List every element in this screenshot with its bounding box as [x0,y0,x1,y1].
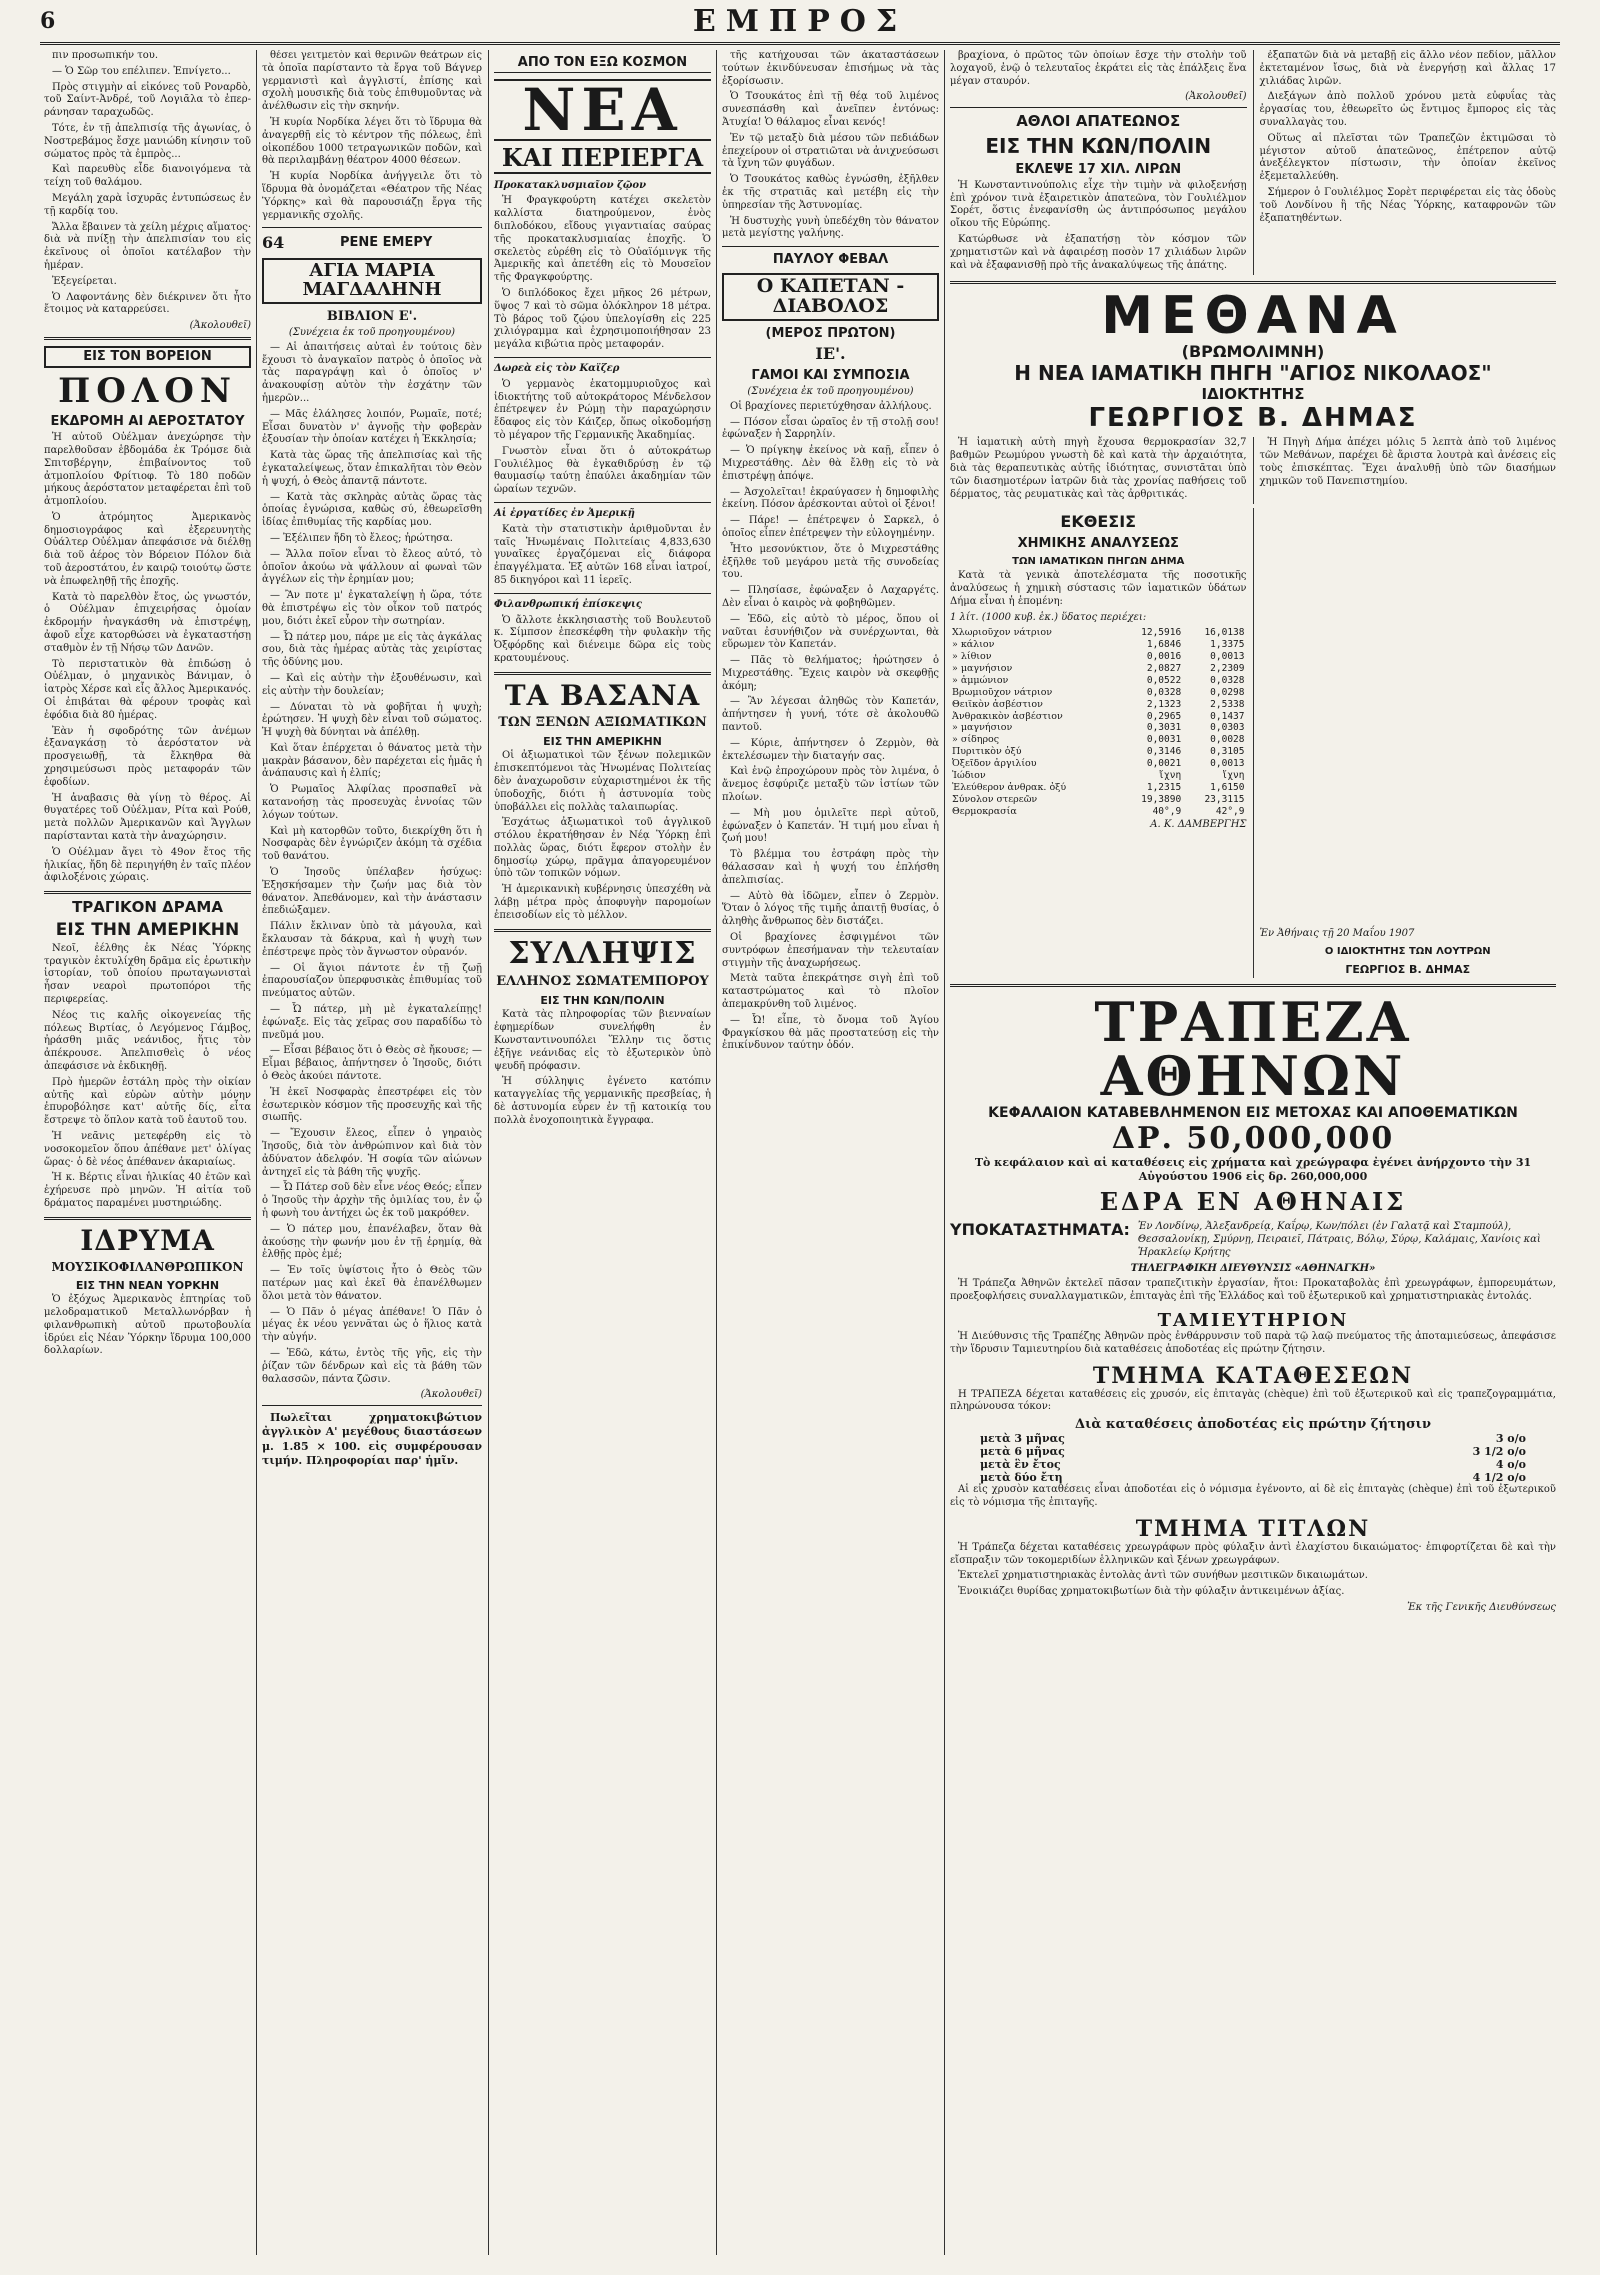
paragraph: — Ὁ Σῶρ του επέλιπεν. Ἐπνίγετο... [52,65,231,77]
analysis-substance: Θερμοκρασία [952,805,1017,817]
analysis-value: 1,2315 [1146,781,1182,793]
paragraph: πιν προσωπικήν του. [52,50,159,61]
headline-music-philanthropic: ΜΟΥΣΙΚΟΦΙΛΑΝΘΡΩΠΙΚΟΝ [51,1260,244,1275]
continued-note: (Ἀκολουθεῖ) [420,1389,482,1401]
analysis-value: 0,3146 [1146,746,1182,758]
bank-seat: ΕΔΡΑ ΕΝ ΑΘΗΝΑΙΣ [1099,1187,1407,1217]
paragraph: Ἡ Πηγὴ Δήμα ἀπέχει μόλις 5 λεπτὰ ἀπὸ τοῦ λιμένος τῶν Μεθάνων, παρέχει δὲ ἄριστα λουτρὰ καὶ ἀνέσεις εἰς τοὺς ἐπισκέπτας. Ἔχει ἀναλυθῇ ὑπὸ τῶν διασήμων χημικῶν τοῦ Πανεπιστημίου. [1259,437,1556,487]
paragraph: Ὁ ἄλλοτε ἐκκλησιαστὴς τοῦ Βουλευτοῦ κ. Σίμπσον ἐπεσκέφθη τὴν φυλακὴν τῆς Ὀξφόρδης καὶ διένειμε δῶρα εἰς τοὺς κρατουμένους. [494,614,711,664]
headline-idryma: ΙΔΡΥΜΑ [80,1223,215,1257]
analysis-row [950,699,1247,711]
paragraph: Καὶ παρευθὺς εἶδε διανοιγόμενα τὰ τείχη τοῦ θαλάμου. [44,164,251,189]
rate-term: μετὰ ἓν ἔτος [980,1458,1061,1472]
divider [494,502,711,503]
paragraph: Ἡ ἐκεῖ Νοσφαρὰς ἐπεστρέφει εἰς τὸν ἐσωτερικὸν κόσμον τῆς προσευχῆς καὶ τῆς σιωπῆς. [262,1086,482,1124]
column-divider [944,50,945,2255]
paragraph: — Πᾶς τὸ θελήματος; ἠρώτησεν ὁ Μιχρεστάθης. Ἔχεις καιρὸν νὰ σκεφθῇς ἀκόμη; [722,655,939,692]
paragraph: Οἱ ἀξιωματικοὶ τῶν ξένων πολεμικῶν ἐπισκεπτόμενοι τὰς Ἡνωμένας Πολιτείας δὲν ἀναχωροῦσιν εὐχαριστημένοι ἐκ τῆς ὑποδοχῆς, διότι ἡ ἀστυνομία τοὺς ὑποβάλλει εἰς πολλὰς ταλαιπωρίας. [494,750,711,813]
paragraph: — Πλησίασε, ἐφώναξεν ὁ Λαχαργέτς. Δὲν εἶναι ὁ καιρὸς νὰ φοβηθῶμεν. [722,585,939,609]
analysis-row [950,711,1247,723]
paragraph: Καὶ ὅταν ἐπέρχεται ὁ θάνατος μετὰ τὴν μακρὰν βάσανον, δὲν παρέχεται εἰς ἡμᾶς ἡ ἀνάπαυσις καὶ ἡ ἐλπίς; [262,742,482,780]
analysis-substance: Ἀνθρακικὸν ἀσβέστιον [952,710,1063,722]
paragraph: — Ἐδῶ, εἰς αὐτὸ τὸ μέρος, ὅπου οἱ ναῦται ἐσυνήθιζον νὰ συνέρχωνται, θὰ εὕρωμεν τὸν Καπετάν. [722,613,939,651]
divider [44,891,251,894]
serial-author: ΠΑΥΛΟΥ ΦΕΒΑΛ [772,252,889,268]
paragraph: Ὁ Ἰησοῦς ὑπέλαβεν ἡσύχως: Ἐξησκήσαμεν τὴν ζωήν μας διὰ τὸν θάνατον. Ἀπεθάνομεν, καὶ τὴν ἀνάστασιν ἐπεδιώξαμεν. [262,867,482,917]
paragraph: — Ἐξέλιπεν ἤδη τὸ ἔλεος; ἠρώτησα. [270,532,453,544]
bank-branches [950,1220,1556,1259]
masthead: ΕΜΠΡΟΣ [692,4,908,39]
paragraph: Ἐκτελεῖ χρηματιστηριακὰς ἐντολὰς ἀντὶ τῶν συνήθων μεσιτικῶν δικαιωμάτων. [958,1570,1368,1582]
chapter-number: ΙΕ'. [815,344,846,364]
analysis-value: 23,3115 [1204,793,1245,805]
right-half [1260,437,1557,504]
paragraph: — Ὁ Πᾶν ὁ μέγας ἀπέθανε! Ὁ Πᾶν ὁ μέγας ἐκ νέου γεννᾶται ὡς ὁ ἥλιος κατὰ τὴν αὐγήν. [262,1306,482,1344]
analysis-value: 0,0028 [1210,734,1245,746]
paragraph: — Εἶσαι βέβαιος ὅτι ὁ Θεὸς σὲ ἤκουσε; — Εἶμαι βέβαιος, ἀπήντησεν ὁ Ἰησοῦς, διότι ὁ Θεὸς ἀκούει πάντοτε. [262,1045,482,1083]
analysis-row [950,627,1247,639]
bank-deposits-note: Τὸ κεφάλαιον καὶ αἱ καταθέσεις εἰς χρήματα καὶ χρεώγραφα ἐγένει ἀνήρχοντο τὴν 31 Αὐγούστου 1906 εἰς δρ. 260,000,000 [974,1156,1532,1184]
paragraph: — Ὦ Πάτερ σοῦ δὲν εἶνε νέος Θεός; εἶπεν ὁ Ἰησοῦς τὴν ἀρχὴν τῆς ὁμιλίας του, ἐν ᾧ ἡ φωνὴ του ἀντήχει ὡς ἐκ τοῦ μακρόθεν. [262,1182,482,1219]
analysis-value: 1,3375 [1210,639,1245,651]
analysis-row [950,794,1247,806]
paragraph: Κατὰ τὰς ὥρας τῆς ἀπελπισίας καὶ τῆς ἐγκαταλείψεως, ὅταν ἐπικαλῆται τὸν Θεὸν ἡ ψυχή, ὁ Θεὸς ἀπαντᾷ πάντοτε. [262,450,482,487]
analysis-value: 2,5338 [1210,698,1245,710]
paragraph: Ἡ Κωνσταντινούπολις εἶχε τὴν τιμὴν νὰ φιλοξενήσῃ ἐπὶ χρόνον τινὰ ἐξαιρετικὸν ἀπατεῶνα, τὸν Γουλιέλμον Σορέτ, ὅστις ἐνεφανίσθη ὡς ἀντιπρόσωπος μεγάλου οἴκου τῆς Εὐρώπης. [950,179,1247,230]
paragraph: Ἐὰν ἡ σφοδρότης τῶν ἀνέμων ἐξαναγκάσῃ τὸ ἀερόστατον νὰ προσγειωθῇ, τὰ ἔλκηθρα θὰ χρησιμεύσωσι πρὸς μεταφοράν τῶν ἐφοδίων. [44,725,251,788]
analysis-block [950,508,1247,978]
paragraph: — Ἔχουσιν ἔλεος, εἶπεν ὁ γηραιὸς Ἰησοῦς, διὰ τὸν ἀνθρώπινον καὶ διὰ τὸν ἀδύνατον ἀδελφόν. Ἡ σοφία τῶν αἰώνων ἀντηχεῖ εἰς τὰ βάθη τῆς ψυχῆς. [262,1128,482,1178]
paragraph: Κατὰ τὴν στατιστικὴν ἀριθμοῦνται ἐν ταῖς Ἡνωμέναις Πολιτείαις 4,833,630 γυναῖκες ἐργαζόμεναι εἰς διάφορα ἐπαγγέλματα. Ἐξ αὐτῶν 168 εἶναι ἰατροί, 85 δικηγόροι καὶ 11 ἱερεῖς. [494,523,711,586]
analysis-split [950,508,1556,978]
paragraph: Ἡ κυρία Νορδίκα λέγει ὅτι τὸ ἵδρυμα θὰ ἀναγερθῇ εἰς τὸ κέντρον τῆς πόλεως, ἐπὶ οἰκοπέδου 1000 τετραγωνικῶν ποδῶν, καὶ θὰ περιλαμβάνῃ θέατρον 4000 θέσεων. [262,116,482,167]
subhead: Δωρεὰ εἰς τὸν Καϊζερ [494,363,620,374]
headline-in-america: ΕΙΣ ΤΗΝ ΑΜΕΡΙΚΗΝ [543,734,662,748]
rate-term: μετὰ 3 μῆνας [980,1432,1065,1446]
paragraph: Πρὸς στιγμὴν αἱ εἰκόνες τοῦ Ροναρδὸ, τοῦ Σαίντ-Ἀνδρέ, τοῦ Λογιᾶλα τὸ ἐπερ- ράνησαν ταραχωδῶς. [44,81,251,119]
analysis-table [950,627,1247,817]
paragraph: Αἱ εἰς χρυσὸν καταθέσεις εἶναι ἀποδοτέαι εἰς ὁ νόμισμα ἐγένοντο, αἱ δὲ εἰς ἐπιταγὰς (chèque) ἐπὶ τοῦ ἐξωτερικοῦ εἰς τὸ νόμισμα τῆς ἐπιταγῆς. [950,1484,1556,1508]
analysis-substance: Χλωριοῦχον νάτριον [952,627,1052,639]
analysis-table-body [950,627,1247,817]
paragraph: Ἡ Τράπεζα δέχεται καταθέσεις χρεωγράφων πρὸς φύλαξιν ἀντὶ ἐλαχίστου δικαιώματος· ἐπιφορτίζεται δὲ καὶ τὴν εἴσπραξιν τῶν τοκομεριδίων ἑλληνικῶν καὶ ξένων χρεωγράφων. [950,1541,1556,1566]
classified-ad-safe: Πωλεῖται χρηματοκιβώτιον ἀγγλικὸν Α' μεγέθους διαστάσεων μ. 1.85 × 100. εἰς συμφέρουσαν τιμήν. Πληροφορίαι παρ' ἡμῖν. [262,1411,482,1467]
headline-greek-trafficker: ΕΛΛΗΝΟΣ ΣΩΜΑΤΕΜΠΟΡΟΥ [496,974,709,990]
paragraph: — Ἂν λέγεσαι ἀληθῶς τὸν Καπετάν, ἀπήντησεν ἡ γυνή, τότε σὲ ἀκολουθῶ παντοῦ. [722,696,939,734]
rate-term: μετὰ δύο ἔτη [980,1471,1063,1485]
paragraph: Πάλιν ἔκλιναν ὑπὸ τὰ μάγουλα, καὶ ἔκλαυσαν τὰ δάκρυα, καὶ ἡ ψυχὴ των ἐπέστρεψε πρὸς τὸν ἄγνωστον οὐρανόν. [262,921,482,958]
paragraph: Ἦτο μεσονύκτιον, ὅτε ὁ Μιχρεστάθης ἐξῆλθε τοῦ μεγάρου μετὰ τῆς συνοδείας του. [722,543,939,581]
rate-term: μετὰ 6 μῆνας [980,1445,1065,1459]
paragraph: Ὁ Οὐέλμαν ἄγει τὸ 49ον ἔτος τῆς ἡλικίας, ἤδη δὲ περιηγήθη ἐν ταῖς πλέον ἀφιλοξένοις χώραις. [44,846,251,884]
paragraph: Ἐσχάτως ἀξιωματικοὶ τοῦ ἀγγλικοῦ στόλου ἐκρατήθησαν ἐν Νέᾳ Ὑόρκῃ ἐπὶ πολλὰς ὥρας, διότι ἔφερον στολὴν ἐν δημοσίῳ χώρῳ, πρᾶγμα ἀπαγορευμένον ὑπὸ τῶν τοπικῶν νόμων. [494,817,711,880]
paragraph: — Κατὰ τὰς σκληρὰς αὐτὰς ὥρας τὰς ὁποίας ἐγνώρισα, καθὼς σύ, ἐθεωρεῖσθη ἰδίας ἐπιθυμίας τῆς καρδίας μου. [262,491,482,529]
paragraph: Ἡ ἀμερικανικὴ κυβέρνησις ὑπεσχέθη νὰ λάβῃ μέτρα πρὸς ἀποφυγὴν παρομοίων ἐπεισοδίων εἰς τὸ μέλλον. [494,884,711,921]
subhead: Αἱ ἐργατίδες ἐν Ἀμερικῇ [494,507,635,519]
analysis-value: 19,3890 [1141,793,1182,805]
inner-divider [1253,508,1254,978]
paragraph: Ὁ Ρωμαῖος Ἀλφίλας προσπαθεῖ νὰ κατανοήσῃ τὰς προσευχὰς ἐννοίας τῶν λόγων τούτων. [262,784,482,821]
column-2 [258,50,486,2255]
paragraph: — Ἐδῶ, κάτω, ἐντὸς τῆς γῆς, εἰς τὴν ῥίζαν τῶν δένδρων καὶ εἰς τὰ βάθη τῶν θαλασσῶν, πάντα ζῶσιν. [262,1347,482,1385]
analysis-value: 42°,9 [1215,805,1245,817]
branches-label: ΥΠΟΚΑΤΑΣΤΗΜΑΤΑ: [950,1220,1130,1240]
paragraph: — Ὦ! εἶπε, τὸ ὄνομα τοῦ Ἁγίου Φραγκίσκου θὰ μᾶς προστατεύσῃ εἰς τὴν ἐπικίνδυνον ταύτην ὁδόν. [722,1014,939,1052]
paragraph: — Καὶ εἰς αὐτὴν τὴν ἐξουθένωσιν, καὶ εἰς αὐτὴν τὴν δουλείαν; [262,672,482,697]
right-half [1260,50,1557,275]
serial-author: ΡΕΝΕ ΕΜΕΡΥ [339,235,433,251]
column-3 [490,50,715,2255]
column-divider [488,50,489,2255]
analysis-source: ΤΩΝ ΙΑΜΑΤΙΚΩΝ ΠΗΓΩΝ ΔΗΜΑ [1012,555,1185,567]
serial-part: (ΜΕΡΟΣ ΠΡΩΤΟΝ) [765,325,896,341]
headline-balloon-expedition: ΕΚΔΡΟΜΗ ΑΙ ΑΕΡΟΣΤΑΤΟΥ [50,414,245,430]
headline-tragic-drama: ΤΡΑΓΙΚΟΝ ΔΡΑΜΑ [72,898,223,917]
continuation-note: (Συνέχεια ἐκ τοῦ προηγουμένου) [747,385,914,397]
divider [262,227,482,228]
paragraph: Κατὰ τὸ παρελθὸν ἔτος, ὡς γνωστόν, ὁ Οὐέλμαν ἐπιχειρήσας ὁμοίαν ἐκδρομήν ἠναγκάσθη νὰ ἐπιστρέψῃ, ἀφοῦ εἶχε κατορθώσει νὰ ἐγκαταστήσῃ σταθμὸν ἐν τῇ Νήσῳ τῶν Δανῶν. [44,591,251,654]
paragraph: Ἐν τῷ μεταξὺ διὰ μέσου τῶν πεδιάδων ἐπεχείρουν οἱ στρατιῶται νὰ ἀνιχνεύσωσι τὰ ἴχνη τῶν φυγάδων. [722,132,939,170]
masthead-rule [40,42,1560,45]
analysis-value: 0,1437 [1210,710,1245,722]
analysis-substance: Ἰώδιον [952,769,986,781]
ad-methana-spring: Η ΝΕΑ ΙΑΜΑΤΙΚΗ ΠΗΓΗ "ΑΓΙΟΣ ΝΙΚΟΛΑΟΣ" [1014,361,1492,386]
paragraph: Γνωστὸν εἶναι ὅτι ὁ αὐτοκράτωρ Γουλιέλμος θὰ ἐγκαθιδρύσῃ ἐν τῷ θαυμασίῳ ταύτῃ ἐπαύλει ἀκαδημίαν τῶν ὡραίων τεχνῶν. [494,445,711,496]
analysis-row [950,806,1247,818]
headline-polon: ΠΟΛΟΝ [58,370,237,411]
paragraph: — Ὦ πάτερ, μὴ μὲ ἐγκαταλείπῃς! ἐφώναξε. Εἰς τὰς χεῖρας σου παραδίδω τὸ πνεῦμά μου. [262,1004,482,1041]
serial-header [262,233,482,252]
bank-deposits-title: ΤΜΗΜΑ ΚΑΤΑΘΕΣΕΩΝ [1092,1362,1414,1389]
bank-titles-title: ΤΜΗΜΑ ΤΙΤΛΩΝ [1135,1515,1371,1542]
branches-list: Ἐν Λονδίνῳ, Ἀλεξανδρείᾳ, Καΐρῳ, Κων/πόλει (ἐν Γαλατᾷ καὶ Σταμπούλ), Θεσσαλονίκῃ, Σμύρνῃ, Πειραιεῖ, Πάτραις, Βόλῳ, Σύρῳ, Καλάμαις, Χανίοις καὶ Ἡρακλείῳ Κρήτης [1137,1221,1541,1259]
analysis-value: 0,0016 [1146,651,1182,663]
paragraph: Οἱ βραχίονες περιετύχθησαν ἀλλήλους. [730,400,932,412]
paragraph: Ὁ διπλόδοκος ἔχει μῆκος 26 μέτρων, ὕψος 7 καὶ τὸ σῶμα ὀλόκληρον 18 μέτρα. Τὸ βάρος τοῦ ζῴου ὑπελογίσθη εἰς 225 χιλιόγραμμα καὶ ἐχρησιμοποιήθησαν 23 μεγάλα κιβώτια πρὸς μεταφοράν. [494,288,711,351]
analysis-value: 0,0328 [1210,674,1245,686]
paragraph: Κατὰ τὰς πληροφορίας τῶν βιενναίων ἐφημερίδων συνελήφθη ἐν Κωνσταντινουπόλει Ἕλλην τις ὅστις ἐξῆγε νεάνιδας εἰς τὸ ἐξωτερικὸν ὑπὸ ψευδῆ πρόφασιν. [494,1009,711,1072]
ad-methana-title: ΜΕΘΑΝΑ [1101,286,1405,347]
headline-in-constantinople: ΕΙΣ ΤΗΝ ΚΩΝ/ΠΟΛΙΝ [985,134,1212,159]
paragraph: Οὕτως αἱ πλεῖσται τῶν Τραπεζῶν ἐκτιμῶσαι τὸ μέγιστον αὐτοῦ ἀπατεῶνος, ἐπέτρεπον αὐτῷ ἀνεξέλεγκτον πίστωσιν, τὴν ὁποίαν ἐκεῖνος ἐξεμεταλλεύθη. [1259,132,1556,183]
left-half [950,50,1247,275]
owner-name: ΓΕΩΡΓΙΟΣ Β. ΔΗΜΑΣ [1345,962,1471,976]
rate-value: 4 ο/ο [1495,1458,1526,1472]
headline-ta-vasana: ΤΑ ΒΑΣΑΝΑ [504,678,701,712]
analysis-value: 2,0827 [1146,663,1182,675]
ad-methana-subtitle: (ΒΡΩΜΟΛΙΜΝΗ) [1181,342,1325,362]
divider [494,672,711,675]
paragraph: βραχίονα, ὁ πρῶτος τῶν ὁποίων ἔσχε τὴν στολὴν τοῦ λοχαγοῦ, ἐνῷ ὁ τελευταῖος ἐκράτει εἰς τὰς ἐπάλξεις ἕνα μέγαν σταυρόν. [950,50,1247,87]
analysis-unit: 1 λίτ. (1000 κυβ. ἑκ.) ὕδατος περιέχει: [950,611,1147,623]
paragraph: — Ὁ πρίγκηψ ἐκείνος νὰ καῇ, εἶπεν ὁ Μιχρεστάθης. Δὲν θὰ ἔλθῃ εἰς τὸ νὰ ἐπιστρέψῃ ἀπόψε. [722,445,939,482]
paragraph: τῆς κατήχουσαι τῶν ἀκαταστάσεων τούτων ἐκινδύνευσαν ἐπισήμως νὰ τὰς ἐξορίσωσιν. [722,50,939,87]
headline-new-york: ΕΙΣ ΤΗΝ ΝΕΑΝ ΥΟΡΚΗΝ [75,1278,220,1292]
paragraph: — Ἐν τοῖς ὑψίστοις ἦτο ὁ Θεὸς τῶν πατέρων μας καὶ ἐκεῖ θὰ ἐπανέλθωμεν ὅλοι μετὰ τὸν θάνατον. [262,1265,482,1302]
paragraph: — Ἄλλα ποῖον εἶναι τὸ ἔλεος αὐτό, τὸ ὁποῖον ἀκούω νὰ ψάλλουν αἱ φωναὶ τῶν ἀγγέλων εἰς τὴν ἐρημίαν μου; [262,548,482,586]
paragraph: — Πόσον εἶσαι ὡραῖος ἐν τῇ στολῇ σου! ἐφώναξεν ἡ Σαρρηλίν. [722,416,939,441]
analysis-value: 0,0013 [1210,651,1245,663]
analysis-subtitle: ΧΗΜΙΚΗΣ ΑΝΑΛΥΣΕΩΣ [1017,536,1179,552]
analysis-substance: Βρωμιοῦχον νάτριον [952,686,1053,698]
paragraph: Τὸ περιστατικὸν θὰ ἐπιδώσῃ ὁ Οὐέλμαν, ὁ μηχανικὸς Βάνιμαν, ὁ ἰατρὸς Χέρσε καὶ εἷς ἄλλος Ἀμερικανός. Οἱ ἐπιβάται θὰ φέρουν τροφὰς καὶ ἐφόδια διὰ 80 ἡμέρας. [44,658,251,721]
analysis-value: 0,0328 [1146,686,1182,698]
continued-note: (Ἀκολουθεῖ) [1185,91,1247,103]
divider [494,593,711,594]
analysis-value: 0,0298 [1210,686,1245,698]
column-divider [256,50,257,2255]
analysis-substance: Θειϊκὸν ἀσβέστιον [952,698,1043,710]
analysis-substance: » μαγνήσιον [952,722,1013,734]
column-4 [718,50,943,2255]
paragraph: Ἐξεγείρεται. [52,275,117,287]
paragraph: Καὶ ἐνῷ ἐπροχώρουν πρὸς τὸν λιμένα, ὁ ἄνεμος ἐσφύριζε μεταξὺ τῶν ἱστίων τῶν πλοίων. [722,766,939,804]
headline-stole-17k: ΕΚΛΕΨΕ 17 ΧΙΛ. ΛΙΡΩΝ [1015,162,1182,178]
paragraph: Πρὸ ἡμερῶν ἐστάλη πρὸς τὴν οἰκίαν αὐτῆς καὶ εὑρὼν αὐτὴν μόνην ἐπυροβόλησε κατ' αὐτῆς δίς, εἶτα ἔστρεψε τὸ ὅπλον κατὰ τοῦ ἑαυτοῦ του. [44,1076,251,1127]
paragraph: Ἡ ἀναβασις θὰ γίνῃ τὸ θέρος. Αἱ θυγατέρες τοῦ Οὐέλμαν, Ρίτα καὶ Ρούθ, μετὰ πολλῶν Ἀμερικανῶν καὶ Ἄγγλων παρίστανται κατὰ τὴν ἀναχώρησιν. [44,792,251,843]
analysis-value: 2,2309 [1210,663,1245,675]
paragraph: Η ΤΡΑΠΕΖΑ δέχεται καταθέσεις εἰς χρυσόν, εἰς ἐπιταγὰς (chèque) ἐπὶ τοῦ ἐξωτερικοῦ καὶ εἰς τραπεζογραμμάτια, πληρώνουσα τόκον: [950,1388,1556,1413]
analysis-row [950,639,1247,651]
serial-title: ΑΓΙΑ ΜΑΡΙΑ ΜΑΓΔΑΛΗΝΗ [262,258,482,304]
bank-signature: Ἐκ τῆς Γενικῆς Διευθύνσεως [1407,1601,1556,1613]
inner-divider [1253,50,1254,275]
rate-row [950,1432,1556,1445]
analysis-substance: » ἀμμώνιον [952,674,1009,686]
analysis-row [950,758,1247,770]
top-split [950,50,1556,275]
paragraph: — Μᾶς ἐλάλησες λοιπόν, Ρωμαῖε, ποτέ; Εἶσαι δυνατὸν ν' ἀγνοῇς τὴν φοβερὰν ἐξουσίαν τὴν ὁποίαν κατέχει ἡ Ἐκκλησία; [262,408,482,446]
divider [950,281,1556,284]
analysis-substance: Σύνολον στερεῶν [952,793,1038,805]
analysis-row [950,663,1247,675]
paragraph: — Πάρε! — ἐπέτρεψεν ὁ Σαρκελ, ὁ ὁποῖος εἶπεν ἐπέτρεψεν τὴν εὐλογημένην. [722,515,939,539]
rate-row [950,1458,1556,1471]
analysis-substance: Πυριτικὸν ὀξύ [952,746,1022,758]
analysis-value: ἴχνη [1158,769,1182,781]
paragraph: Διεξάγων ἀπὸ πολλοῦ χρόνου μετὰ εὐφυΐας τὰς ἐργασίας του, ἐθεωρεῖτο ὡς ἔντιμος ἔμπορος εἰς τὰς συναλλαγὰς του. [1259,91,1556,128]
analysis-value: 0,2965 [1146,710,1182,722]
ad-methana-owner: ΓΕΩΡΓΙΟΣ Β. ΔΗΜΑΣ [1088,403,1418,434]
column-1 [40,50,255,2255]
analysis-value: 12,5916 [1141,627,1182,639]
bank-rates-list [950,1432,1556,1484]
continued-note: (Ἀκολουθεῖ) [189,320,251,332]
divider [950,984,1556,987]
analysis-substance: Ὀξεῖδον ἀργιλίου [952,758,1037,770]
analysis-value: 0,0013 [1210,758,1245,770]
analysis-row [950,687,1247,699]
paragraph: Καὶ μὴ κατορθῶν τοῦτο, διεκρίχθη ὅτι ἡ Νοσφαρὰς δὲν ἐγνώριζεν ἀκόμη τὰ σχέδια τοῦ θανάτου. [262,825,482,863]
page-number: 6 [40,8,56,34]
paragraph: Ἡ Διεύθυνσις τῆς Τραπέζης Ἀθηνῶν πρὸς ἐνθάρρυνσιν τοῦ παρὰ τῷ λαῷ πνεύματος τῆς ἀποταμιεύσεως, ἀπεφάσισε τὴν ἵδρυσιν Ταμιευτηρίου διὰ καταθέσεις ἀποδοτέας εἰς πρώτην ζήτησιν. [950,1330,1556,1355]
divider [950,107,1247,108]
rate-value: 4 1/2 ο/ο [1472,1471,1526,1485]
paragraph: Ἡ δυστυχὴς γυνὴ ὑπεδέχθη τὸν θάνατον μετὰ μεγίστης γαλήνης. [722,215,939,240]
paragraph: Ἡ ἰαματικὴ αὐτὴ πηγὴ ἔχουσα θερμοκρασίαν 32,7 βαθμῶν Ρεωμύρου γνωστὴ δὲ καὶ κατὰ τὴν ἀρχαιότητα, διὰ τὰς θεραπευτικὰς αὐτῆς ἰδιότητας, συνιστᾶται ὑπὸ τῶν διασημοτέρων ἰατρῶν διὰ τὰς χρονίας παθήσεις τοῦ δέρματος, τὰς ρευματικὰς καὶ τὰς ἀρθριτικάς. [950,437,1247,500]
section-title-nea: ΝΕΑ [494,79,711,141]
analysis-value: 1,6150 [1210,781,1245,793]
analysis-value: 0,0303 [1210,722,1245,734]
rate-row [950,1471,1556,1484]
analysis-row [950,651,1247,663]
headline-in-constantinople: ΕΙΣ ΤΗΝ ΚΩΝ/ΠΟΛΙΝ [540,993,665,1007]
paragraph: Μετὰ ταῦτα ἐπεκράτησε σιγὴ ἐπὶ τοῦ καταστρώματος καὶ τὸ πλοῖον ἀπεμακρύνθη τοῦ λιμένος. [722,973,939,1011]
headline-syllipsis: ΣΥΛΛΗΨΙΣ [508,935,697,971]
paragraph: Ὁ Λαφοντάνης δὲν διέκρινεν ὅτι ἦτο ἔτοιμος νὰ καταρρεύσει. [44,291,251,316]
paragraph: θέσει γειτμετὸν καὶ θερινῶν θεάτρων εἰς τὰ ὁποῖα παρίσταντο τὰ ἔργα τοῦ Βάγνερ γερμανιστὶ καὶ ἀγγλιστί, ἐπίσης καὶ σχολὴ μουσικῆς διὰ τοὺς ἐπιθυμοῦντας νὰ ἀνέλθωσιν εἰς τὴν σκηνήν. [262,50,482,113]
paragraph: Ἡ σύλληψις ἐγένετο κατόπιν καταγγελίας τῆς γερμανικῆς πρεσβείας, ἡ δὲ ἀστυνομία εὗρεν ἐν τῇ κατοικίᾳ του πολλὰ ἐνοχοποιητικὰ ἔγγραφα. [494,1076,711,1126]
paragraph: Σήμερον ὁ Γουλιέλμος Σορὲτ περιφέρεται εἰς τὰς ὁδοὺς τοῦ Λονδίνου ἢ τῆς Νέας Ὑόρκης, καταφρονῶν τῶν ἐξαπατηθέντων. [1259,186,1556,224]
paragraph: Τότε, ἐν τῇ ἀπελπισίᾳ τῆς ἀγωνίας, ὁ Νοστρεβάμος ἔσχε μανιώδη κίνησιν τοῦ σώματος πρὸς τὰ ἐμπρὸς... [44,122,251,160]
analysis-value: 0,0021 [1146,758,1182,770]
serial-number: 64 [262,233,285,253]
paragraph: — Ὦ πάτερ μου, πάρε με εἰς τὰς ἀγκάλας σου, διὰ τὰς ἡμέρας αὐτὰς τὰς χειρίστας τῆς ὀδύνης μου. [262,631,482,669]
paragraph: Ἄλλα ἔβαινεν τὰ χείλη μέχρις αἵματος· διὰ νὰ πνίξῃ τὴν ἀπελπισίαν του εἰς ἐκεῖνους οἱ ὁποῖοι κατέλαβον τὴν ἡμέραν. [44,221,251,271]
analysis-row [950,675,1247,687]
rate-value: 3 1/2 ο/ο [1472,1445,1526,1459]
analysis-title: ΕΚΘΕΣΙΣ [1060,512,1137,532]
divider [494,357,711,358]
paragraph: Ἡ νεᾶνις μετεφέρθη εἰς τὸ νοσοκομεῖον ὅπου ἀπέθανε μετ' ὀλίγας ὥρας· ὁ δὲ νέος ἀπέθανεν ἀκαριαίως. [44,1130,251,1168]
paragraph: Ἡ αὐτοῦ Οὐέλμαν ἀνεχώρησε τὴν παρελθοῦσαν ἑβδομάδα ἐκ Τρόμσε διὰ Σπιτσβέργην, ἐπιβαίνοντος τοῦ ἀτμοπλοίου Φρίτιοφ. Τὸ 180 ποδῶν μήκους ἀερόστατον μεταφέρεται ἐπὶ τοῦ ἀτμοπλοίου. [44,432,251,508]
paragraph: — Μὴ μου ὁμιλεῖτε περὶ αὐτοῦ, ἐφώναξεν ὁ Καπετάν. Ἡ τιμή μου εἶναι ἡ ζωή μου! [722,807,939,845]
analysis-row [950,782,1247,794]
analysis-value: 0,3105 [1210,746,1245,758]
paragraph: Νεοῖ, ἐέλθης ἐκ Νέας Ὑόρκης τραγικὸν ἐκτυλίχθη δρᾶμα εἰς ἐρωτικὴν ἱστορίαν, τοῦ ὁποίου πρωταγωνισταὶ ἦσαν νεαροὶ πρωτοπόροι τῆς περιφερείας. [44,942,251,1005]
analysis-value: 0,0031 [1146,734,1182,746]
paragraph: — Αὐτὸ θὰ ἰδῶμεν, εἶπεν ὁ Ζερμὸν. Ὅταν ὁ λόγος τῆς τιμῆς ἀπαιτῇ θυσίας, ὁ ἀληθὴς ἄνθρωπος δὲν διστάζει. [722,890,939,928]
analysis-value: 16,0138 [1204,627,1245,639]
left-half [950,437,1247,504]
paragraph: Νέος τις καλῆς οἰκογενείας τῆς πόλεως Βιρτίας, ὁ Λεγόμενος Γάμβος, ἠράσθη μιᾶς νεάνιδος, ἥτις τὸν ἀπέκρουσε. Ἀπελπισθεὶς ὁ νέος ἀπεφάσισε νὰ ἐκδικηθῇ. [44,1009,251,1072]
paragraph: Ἡ κυρία Νορδίκα ἀνήγγειλε ὅτι τὸ ἵδρυμα θὰ ὀνομάζεται «Θέατρον τῆς Νέας Ὑόρκης» καὶ θὰ παρουσιάζῃ ἔργα τῆς γερμανικῆς σχολῆς. [262,171,482,221]
divider [494,929,711,932]
analysis-value: ἴχνη [1221,769,1245,781]
paragraph: Ἐνοικιάζει θυρίδας χρηματοκιβωτίων διὰ τὴν φύλαξιν ἀντικειμένων ἀξίας. [958,1586,1345,1598]
paragraph: Ἡ Τράπεζα Ἀθηνῶν ἐκτελεῖ πᾶσαν τραπεζιτικὴν ἐργασίαν, ἤτοι: Προκαταβολὰς ἐπὶ χρεωγράφων, ἐμπορευμάτων, προεξοφλήσεις συναλλαγματικῶν, ἐπιταγὰς ἐπὶ τῆς Ἑλλάδος καὶ τοῦ ἐξωτερικοῦ καὶ χρηματιστηριακὰς ἐντολάς. [950,1278,1556,1303]
paragraph: Ὁ Τσουκάτος ἐπὶ τῇ θέᾳ τοῦ λιμένος συνεσπάσθη καὶ ἀνεῖπεν ἐντόνως: Ἀτυχία! Ὁ θάλαμος εἶναι κενός! [722,91,939,128]
date-line: Ἐν Ἀθήναις τῇ 20 Μαΐου 1907 [1259,928,1415,940]
paragraph: — Κύριε, ἀπήντησεν ὁ Ζερμὸν, θὰ ἐκτελέσωμεν τὴν διαταγήν σας. [722,737,939,762]
paragraph: Ὁ γερμανὸς ἑκατομμυριοῦχος καὶ ἰδιοκτήτης τοῦ αὐτοκράτορος Μένδελσον ἐπέτρεψεν ἐν Ρώμῃ τὴν παραχώρησιν ἔδαφος εἰς τὸν Κάιζερ, ὅπως οἰκοδομήσῃ τὸ μέγαρον τῆς Γερμανικῆς Ἀκαδημίας. [494,378,711,441]
headline-north-pole-kicker: ΕΙΣ ΤΟΝ ΒΟΡΕΙΟΝ [44,346,251,368]
paragraph: — Ἀσχολεῖται! ἐκραύγασεν ἡ δημοφιλὴς ἐκείνη. Πόσον ἀρέσκονται αὐτοὶ οἱ ξένοι! [722,486,939,511]
analysis-value: 2,1323 [1146,698,1182,710]
owner-label: Ο ΙΔΙΟΚΤΗΤΗΣ ΤΩΝ ΛΟΥΤΡΩΝ [1324,946,1491,958]
subhead: Προκατακλυσμιαῖον ζῷον [494,179,647,191]
rate-value: 3 ο/ο [1495,1432,1526,1446]
paragraph: Τὸ βλέμμα του ἐστράφη πρὸς τὴν θάλασσαν καὶ ἡ ψυχή του ἐπλήσθη ἀπελπισίας. [722,849,939,886]
analysis-value: 0,3031 [1146,722,1182,734]
bank-capital-label: ΚΕΦΑΛΑΙΟΝ ΚΑΤΑΒΕΒΛΗΜΕΝΟΝ ΕΙΣ ΜΕΤΟΧΑΣ ΚΑΙ ΑΠΟΘΕΜΑΤΙΚΩΝ [988,1105,1518,1122]
analysis-row [950,722,1247,734]
headline-in-america: ΕΙΣ ΤΗΝ ΑΜΕΡΙΚΗΝ [55,919,240,940]
paragraph: ἐξαπατῶν διὰ νὰ μεταβῇ εἰς ἄλλο νέον πεδίον, μᾶλλον ἐκτεταμένον ἴσως, διὰ νὰ ἐνεργήσῃ καὶ ἄλλας 17 χιλιάδας λιρῶν. [1259,50,1556,87]
chapter-title: ΓΑΜΟΙ ΚΑΙ ΣΥΜΠΟΣΙΑ [751,368,910,384]
bank-telegraph: ΤΗΛΕΓΡΑΦΙΚΗ ΔΙΕΥΘΥΝΣΙΣ «ΑΘΗΝΑΓΚΗ» [1130,1263,1376,1275]
paragraph: Ἡ Φραγκφούρτη κατέχει σκελετὸν καλλίστα διατηρούμενον, ἑνὸς διπλοδόκου, εἴδους γιγαντιαίας σαύρας τῆς προκατακλυσμιαίας ἐποχῆς. Ὁ σκελετὸς εὑρέθη εἰς τὸ Οὐαϊόμινγκ τῆς Ἀμερικῆς καὶ ἀπετέθη εἰς τὸ Μουσεῖον τῆς Φραγκφούρτης. [494,195,711,284]
analysis-value: 1,6846 [1146,639,1182,651]
column-divider [716,50,717,2255]
bank-savings-title: ΤΑΜΙΕΥΤΗΡΙΟΝ [1157,1309,1349,1331]
analysis-row [950,734,1247,746]
bank-capital-amount: ΔΡ. 50,000,000 [1111,1121,1395,1157]
paragraph: — Αἱ ἀπαιτήσεις αὐταὶ ἐν τούτοις δὲν ἔχουσι τὸ ἀναγκαῖον πατρὸς ὁ ὁποῖος νὰ τὰς παραγράψῃ καὶ ὁ ὁποῖος ν' ἀνακουφίσῃ αὐτὸν τὴν ἐσχάτην τῶν ἡμερῶν... [262,341,482,404]
paragraph: Κατώρθωσε νὰ ἐξαπατήσῃ τὸν κόσμον τῶν χρηματιστῶν καὶ νὰ ἀφαιρέσῃ ποσὸν 17 χιλιάδων λιρῶν καὶ νὰ ἐξαφανισθῇ πρὸ τῆς ἀνακαλύψεως τῆς ἀπάτης. [950,233,1247,271]
paragraph: Ὁ ἀτρόμητος Ἀμερικανὸς δημοσιογράφος καὶ ἐξερευνητὴς Οὐάλτερ Οὐέλμαν ἀπεφάσισε νὰ διέλθῃ διὰ τοῦ ἀέρος τὸν Βόρειον Πόλον διὰ τοῦ ἀεροστάτου, ἐν καιρῷ τοιούτῳ ὥστε νὰ ἐπωφεληθῇ τῆς ἐποχῆς. [44,511,251,587]
analysis-substance: » σίδηρος [952,734,1000,746]
paragraph: — Ἂν ποτε μ' ἐγκαταλείψῃ ἡ ὥρα, τότε θὰ ἐπιστρέψω εἰς τὸν οἶκον τοῦ πατρός μου, διότι ἐκεῖ εὗρον τὴν σωτηρίαν. [262,590,482,627]
subhead: Φιλανθρωπική ἐπίσκεψις [494,598,642,610]
ad-methana-owner-label: ΙΔΙΟΚΤΗΤΗΣ [1201,385,1305,404]
analysis-substance: » μαγνήσιον [952,663,1013,675]
analysis-substance: » λίθιον [952,651,992,663]
section-title-kai-periergra: ΚΑΙ ΠΕΡΙΕΡΓΑ [494,143,711,174]
divider [262,1405,482,1406]
bank-title: ΤΡΑΠΕΖΑ ΑΘΗΝΩΝ [1094,990,1412,1109]
continuation-note: (Συνέχεια ἐκ τοῦ προηγουμένου) [288,326,456,338]
analysis-row [950,746,1247,758]
bank-rates-heading: Διὰ καταθέσεις ἀποδοτέας εἰς πρώτην ζήτησιν [1075,1417,1431,1433]
paragraph: Ὁ Τσουκάτος καθὼς ἐγνώσθη, ἐξῆλθεν ἐκ τῆς στρατιᾶς καὶ μετέβη εἰς τὴν ὑπηρεσίαν τῆς Ἀστυνομίας. [722,174,939,211]
analysis-side [1260,508,1557,978]
paragraph: Ὁ ἐξόχως Ἀμερικανὸς ἑπτηρίας τοῦ μελοδραματικοῦ Μεταλλωνόρβαν ἡ φιλανθρωπικὴ αὐτοῦ πρωτοβουλία ἱδρύει εἰς Νέαν Ὑόρκην ἵδρυμα 100,000 δολλαρίων. [44,1294,251,1357]
headline-foreign-officers: ΤΩΝ ΞΕΝΩΝ ΑΞΙΩΜΑΤΙΚΩΝ [498,715,707,731]
paragraph: — Οἱ ἅγιοι πάντοτε ἐν τῇ ζωῇ ἐπαρουσίαζον ὑπερφυσικὰς ἐπιθυμίας τοῦ πνεύματος αὐτῶν. [262,962,482,1000]
rate-row [950,1445,1556,1458]
divider [44,1217,251,1220]
divider [722,246,939,247]
section-kicker: ΑΠΟ ΤΟΝ ΕΞΩ ΚΟΣΜΟΝ [494,56,711,73]
paragraph: Ἡ κ. Βέρτις εἶναι ἡλικίας 40 ἐτῶν καὶ ἐχήρευσε πρὸ μηνῶν. Ἡ αἰτία τοῦ δράματος παραμένει μυστηριώδης. [44,1172,251,1209]
paragraph: — Δύναται τὸ νὰ φοβῆται ἡ ψυχὴ; ἐρώτησεν. Ἡ ψυχὴ δὲν εἶναι τοῦ σώματος. Ἡ ψυχὴ θὰ δύνηται νὰ ἀπέλθῃ. [262,701,482,739]
inner-divider [1253,437,1254,504]
paragraph: Κατὰ τὰ γενικὰ ἀποτελέσματα τῆς ποσοτικῆς ἀναλύσεως ἡ χημικὴ σύστασις τῶν ἰαματικῶν ὑδάτων Δήμα εἶναι ἡ ἑπομένη: [950,570,1247,607]
paragraph: Μεγάλη χαρὰ ἰσχυρᾶς ἐντυπώσεως ἐν τῇ καρδίᾳ του. [44,192,251,217]
analysis-substance: » κάλιον [952,639,995,651]
headline-swindler: ΑΘΛΟΙ ΑΠΑΤΕΩΝΟΣ [1016,112,1181,131]
analysis-value: 0,0522 [1146,674,1182,686]
serial-book: ΒΙΒΛΙΟΝ Ε'. [326,309,418,325]
analysis-substance: Ἐλεύθερον ἀνθρακ. ὀξύ [952,781,1067,793]
analysis-row [950,770,1247,782]
analysis-value: 40°,9 [1152,805,1182,817]
paragraph: — Ὁ πάτερ μου, ἐπανέλαβεν, ὅταν θὰ ἀκούσῃς τὴν φωνήν μου ἐν τῇ ἐρημίᾳ, θὰ ἐλθῇς πρὸς ἐμέ; [262,1223,482,1261]
analysis-signature: Α. Κ. ΔΑΜΒΕΡΓΗΣ [1150,819,1247,831]
column-5 [946,50,1560,2255]
methana-text [950,437,1556,504]
divider [44,337,251,340]
paragraph: Οἱ βραχίονες ἐσφιγμένοι τῶν συντρόφων ἐπεσήμαναν τὴν τελευταίαν στιγμὴν τῆς ἀναχωρήσεως. [722,932,939,969]
serial-title: Ο ΚΑΠΕΤΑΝ - ΔΙΑΒΟΛΟΣ [722,273,939,321]
